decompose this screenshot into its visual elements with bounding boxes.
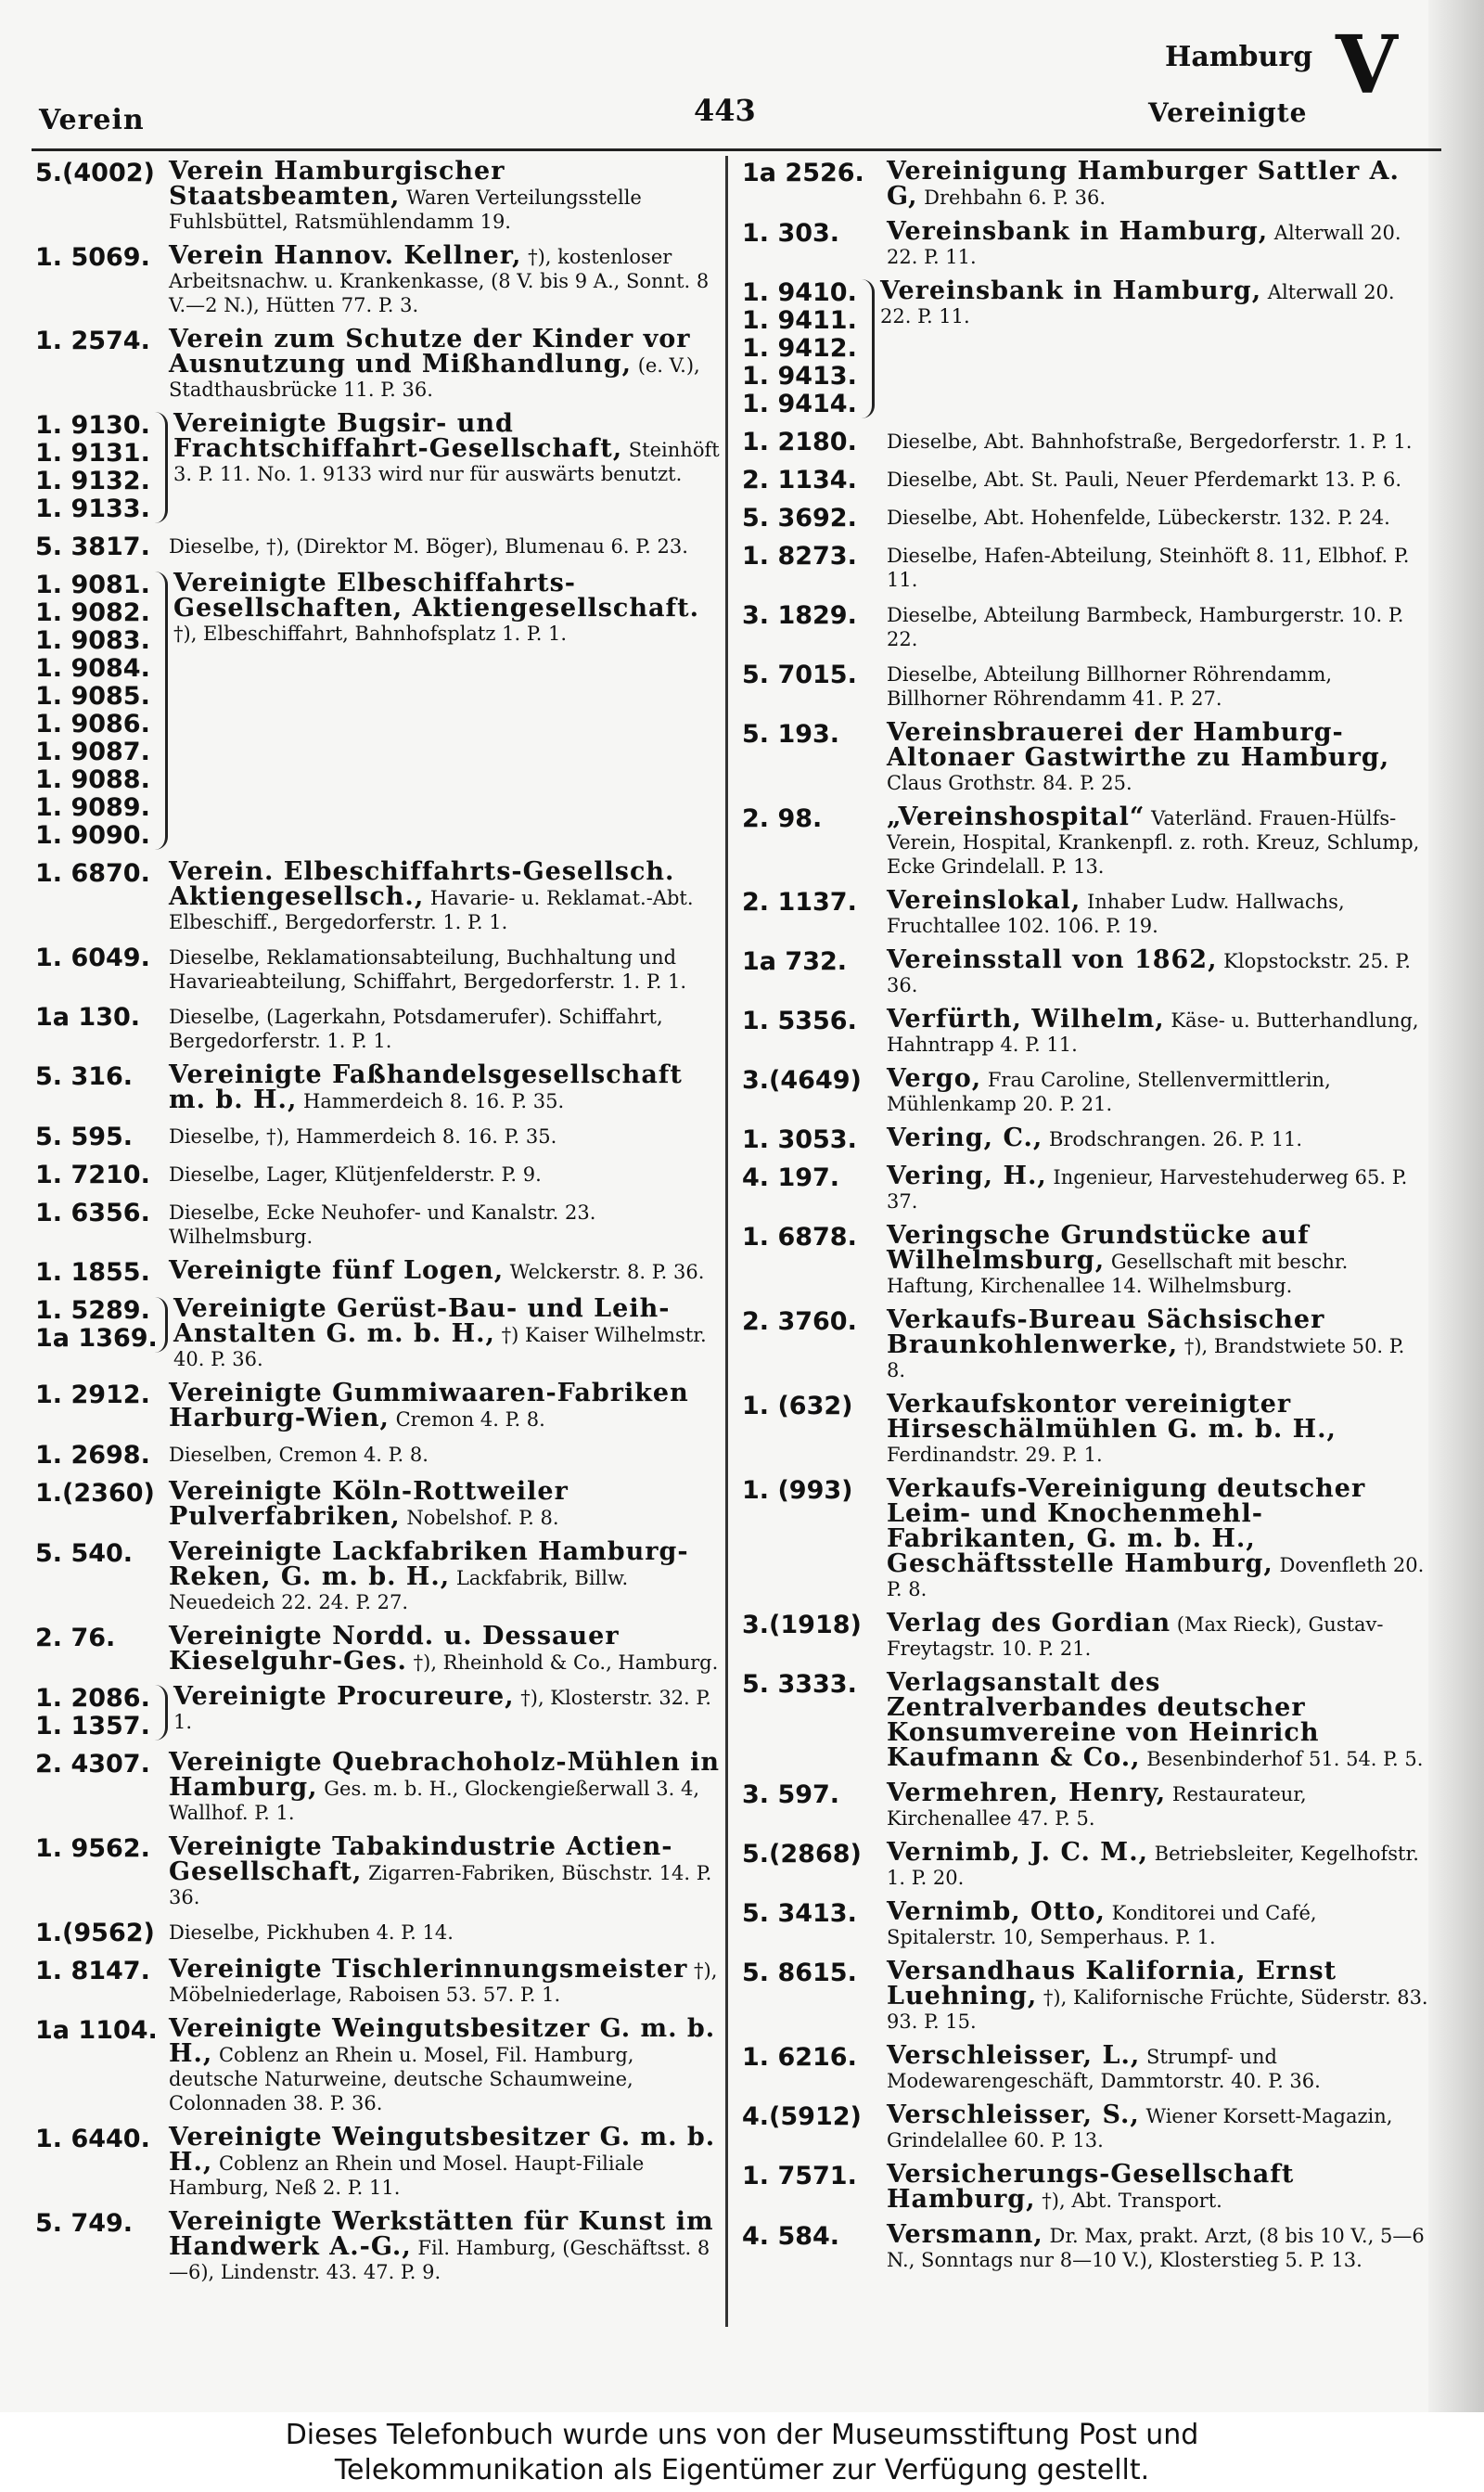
entry-name: Vereinigte Gummiwaaren-Fabriken Harburg-Wien, xyxy=(169,1379,689,1432)
entry-text xyxy=(169,157,722,234)
entry-details: Welckerstr. 8. P. 36. xyxy=(504,1261,705,1283)
entry-name: Vereinigte Quebrachoholz-Mühlen in Hamburg, xyxy=(169,1748,721,1802)
entry-details: Brodschrangen. 26. P. 11. xyxy=(1043,1128,1303,1150)
phone-number: 1. 2574. xyxy=(35,327,150,355)
entry-details: Coblenz an Rhein und Mosel. Haupt-Filiale Hamburg, Neß 2. P. 11. xyxy=(169,2152,645,2199)
directory-entry xyxy=(742,1221,1428,1298)
phone-number: 5. 595. xyxy=(35,1123,134,1151)
directory-entry xyxy=(35,1537,722,1614)
directory-entry xyxy=(35,1200,722,1249)
entry-details: Dieselbe, †), (Direktor M. Böger), Blumenau 6. P. 23. xyxy=(169,535,688,558)
entry-details: †), Elbeschiffahrt, Bahnhofsplatz 1. P. 1. xyxy=(173,623,568,645)
entry-details: Dieselbe, Lager, Klütjenfelderstr. P. 9. xyxy=(169,1163,542,1186)
phone-number: 1. 9081. 1. 9082. 1. 9083. 1. 9084. 1. 9085. 1. 9086. 1. 9087. 1. 9088. 1. 9089. 1. 9090. xyxy=(35,572,168,850)
entry-details: Alterwall 20. 22. P. 11. xyxy=(880,281,1395,328)
entry-text xyxy=(887,2220,1428,2272)
directory-entry xyxy=(35,1920,722,1947)
phone-number: 1. 6878. xyxy=(742,1223,857,1252)
entry-text xyxy=(887,1221,1428,1298)
phone-number: 1. 2912. xyxy=(35,1381,150,1409)
entry-details: †), kostenloser Arbeitsnachw. u. Krankenkasse, (8 V. bis 9 A., Sonnt. 8 V.—2 N.), Hütten 77. P. 3. xyxy=(169,246,710,316)
entry-name: „Vereinshospital“ xyxy=(887,803,1145,831)
entry-text xyxy=(887,718,1428,795)
page-number: 443 xyxy=(694,93,756,128)
entry-name: Vereinigte Bugsir- und Frachtschiffahrt-Gesellschaft, xyxy=(173,409,623,463)
directory-entry xyxy=(35,2123,722,2200)
entry-name: Versmann, xyxy=(887,2220,1043,2249)
entry-details: Gesellschaft mit beschr. Haftung, Kirchenallee 14. Wilhelmsburg. xyxy=(887,1251,1349,1297)
phone-number: 1. 9410. 1. 9411. 1. 9412. 1. 9413. 1. 9414. xyxy=(742,279,875,418)
entry-name: Vereinigte Tischlerinnungsmeister xyxy=(169,1955,688,1984)
phone-number: 1. 7210. xyxy=(35,1161,150,1189)
entry-text xyxy=(169,857,722,934)
entry-text xyxy=(887,429,1428,454)
phone-number: 1.(9562) xyxy=(35,1919,155,1947)
entry-details: Restaurateur, Kirchenallee 47. P. 5. xyxy=(887,1783,1307,1830)
directory-entry xyxy=(742,543,1428,592)
phone-number: 4.(5912) xyxy=(742,2102,862,2131)
entry-text xyxy=(173,569,722,646)
directory-entry xyxy=(742,1164,1428,1214)
page-edge-shadow xyxy=(1428,0,1484,2412)
directory-entry xyxy=(742,805,1428,879)
phone-number: 1. 5069. xyxy=(35,243,150,272)
phone-number: 5.(2868) xyxy=(742,1840,862,1869)
directory-entry xyxy=(742,1781,1428,1830)
phone-number: 5. 749. xyxy=(35,2209,134,2238)
entry-text xyxy=(887,1897,1428,1949)
entry-details: Dieselbe, Abt. St. Pauli, Neuer Pferdemarkt 13. P. 6. xyxy=(887,469,1402,491)
entry-details: Strumpf- und Modewarengeschäft, Dammtorstr. 40. P. 36. xyxy=(887,2046,1321,2092)
entry-details: Dieselbe, Abt. Hohenfelde, Lübeckerstr. 132. P. 24. xyxy=(887,507,1390,529)
directory-entry xyxy=(742,2100,1428,2152)
header-rule xyxy=(32,148,1441,151)
entry-name: Vereinigte Procureure, xyxy=(173,1682,515,1711)
entry-name: Vereinsbank in Hamburg, xyxy=(880,276,1262,305)
entry-name: Verein Hannov. Kellner, xyxy=(169,241,522,270)
entry-details: Dr. Max, prakt. Arzt, (8 bis 10 V., 5—6 N., Sonntags nur 8—10 V.), Klosterstieg 5. P. 13. xyxy=(887,2225,1425,2271)
phone-number: 1a 732. xyxy=(742,947,848,976)
directory-entry xyxy=(35,1442,722,1470)
directory-entry xyxy=(742,505,1428,533)
phone-number: 1. 9562. xyxy=(35,1834,150,1863)
entry-details: Fil. Hamburg, (Geschäftsst. 8—6), Lindenstr. 43. 47. P. 9. xyxy=(169,2237,710,2283)
directory-entry xyxy=(742,1005,1428,1057)
entry-details: Dieselbe, Reklamationsabteilung, Buchhaltung und Havarieabteilung, Schiffahrt, Bergedorferstr. 1. P. 1. xyxy=(169,946,687,993)
entry-name: Vereinigte Faßhandelsgesellschaft m. b. H., xyxy=(169,1060,683,1114)
entry-details: Dieselbe, Abt. Bahnhofstraße, Bergedorferstr. 1. P. 1. xyxy=(887,430,1413,453)
entry-text xyxy=(887,217,1428,269)
entry-name: Versandhaus Kalifornia, Ernst Luehning, xyxy=(887,1957,1337,2010)
entry-text xyxy=(169,1442,722,1467)
directory-entry xyxy=(742,602,1428,651)
entry-details: Dieselbe, (Lagerkahn, Potsdamerufer). Schiffahrt, Bergedorferstr. 1. P. 1. xyxy=(169,1006,663,1052)
entry-text xyxy=(887,157,1428,211)
directory-entry xyxy=(742,945,1428,997)
phone-number: 1. 6356. xyxy=(35,1199,150,1227)
directory-entry xyxy=(35,857,722,934)
entry-name: Vereinigte Gerüst-Bau- und Leih-Anstalten G. m. b. H., xyxy=(173,1294,671,1348)
entry-text xyxy=(169,2207,722,2284)
entry-text xyxy=(887,1959,1428,2034)
entry-details: †), Klosterstr. 32. P. 1. xyxy=(173,1687,711,1733)
entry-details: Konditorei und Café, Spitalerstr. 10, Semperhaus. P. 1. xyxy=(887,1902,1317,1948)
entry-name: Vering, H., xyxy=(887,1162,1047,1190)
entry-name: Verfürth, Wilhelm, xyxy=(887,1005,1165,1034)
entry-text xyxy=(880,276,1428,328)
entry-details: Dovenfleth 20. P. 8. xyxy=(887,1554,1425,1600)
phone-number: 5. 3692. xyxy=(742,504,857,533)
directory-entry xyxy=(35,944,722,994)
phone-number: 4. 197. xyxy=(742,1163,840,1192)
entry-details: †) Kaiser Wilhelmstr. 40. P. 36. xyxy=(173,1324,707,1370)
entry-text xyxy=(887,1390,1428,1467)
phone-number: 3. 597. xyxy=(742,1780,840,1809)
entry-text xyxy=(173,1682,722,1734)
phone-number: 5. 316. xyxy=(35,1062,134,1091)
phone-number: 1. 2698. xyxy=(35,1441,150,1470)
entry-name: Vereinigte Lackfabriken Hamburg-Reken, G. m. b. H., xyxy=(169,1537,689,1591)
entry-details: Frau Caroline, Stellenvermittlerin, Mühlenkamp 20. P. 21. xyxy=(887,1069,1331,1115)
entry-details: (e. V.), Stadthausbrücke 11. P. 36. xyxy=(169,354,700,401)
entry-name: Vereinsbank in Hamburg, xyxy=(887,217,1269,246)
entry-name: Vereinslokal, xyxy=(887,886,1081,915)
directory-entry xyxy=(35,157,722,234)
entry-details: Klopstockstr. 25. P. 36. xyxy=(887,950,1411,996)
footer-notice xyxy=(0,2412,1484,2492)
entry-text xyxy=(887,467,1428,492)
directory-entry xyxy=(35,1477,722,1531)
entry-name: Verkaufs-Vereinigung deutscher Leim- und Knochenmehl-Fabrikanten, G. m. b. H., Geschäftsstelle Hamburg, xyxy=(887,1474,1366,1578)
entry-text xyxy=(169,1920,722,1945)
directory-entry xyxy=(742,1609,1428,1661)
phone-number: 5. 3817. xyxy=(35,533,150,561)
entry-text xyxy=(169,1381,722,1432)
entry-text xyxy=(887,1164,1428,1214)
phone-number: 1a 1104. xyxy=(35,2016,158,2045)
entry-text xyxy=(169,1200,722,1249)
entry-details: Drehbahn 6. P. 36. xyxy=(917,186,1107,209)
phone-number: 1. 8147. xyxy=(35,1957,150,1985)
entry-details: Steinhöft 3. P. 11. No. 1. 9133 wird nur für auswärts benutzt. xyxy=(173,439,720,485)
entry-details: Besenbinderhof 51. 54. P. 5. xyxy=(1140,1748,1424,1770)
entry-text xyxy=(887,1668,1428,1772)
phone-number: 1. (632) xyxy=(742,1392,853,1420)
entry-text xyxy=(887,2160,1428,2214)
directory-entry xyxy=(35,1381,722,1432)
directory-entry xyxy=(35,1294,722,1371)
entry-text xyxy=(169,1622,722,1676)
directory-entry xyxy=(35,1124,722,1151)
directory-entry xyxy=(35,1162,722,1189)
entry-name: Vereinsbrauerei der Hamburg-Altonaer Gastwirthe zu Hamburg, xyxy=(887,718,1390,772)
entry-name: Veringsche Grundstücke auf Wilhelmsburg, xyxy=(887,1221,1310,1275)
entry-text xyxy=(173,409,722,486)
directory-entry xyxy=(742,886,1428,938)
entry-details: Dieselbe, Abteilung Billhorner Röhrendamm, Billhorner Röhrendamm 41. P. 27. xyxy=(887,663,1333,710)
entry-text xyxy=(887,886,1428,938)
directory-entry xyxy=(742,217,1428,269)
entry-text xyxy=(169,2123,722,2200)
column-divider xyxy=(725,156,728,2327)
entry-name: Verkaufskontor vereinigter Hirseschälmühlen G. m. b. H., xyxy=(887,1390,1337,1444)
entry-name: Verschleisser, S., xyxy=(887,2100,1140,2129)
entry-text xyxy=(887,1305,1428,1382)
entry-text xyxy=(887,1126,1428,1151)
phone-number: 5. 8615. xyxy=(742,1959,857,1987)
phone-number: 2. 76. xyxy=(35,1624,116,1652)
entry-text xyxy=(169,1060,722,1114)
entry-text xyxy=(169,1832,722,1909)
entry-details: Ferdinandstr. 29. P. 1. xyxy=(887,1444,1103,1466)
directory-entry xyxy=(742,467,1428,495)
entry-text xyxy=(169,241,722,317)
directory-entry xyxy=(742,157,1428,211)
entry-text xyxy=(169,1537,722,1614)
entry-text xyxy=(887,805,1428,879)
phone-number: 5. 540. xyxy=(35,1539,134,1568)
directory-entry xyxy=(35,2207,722,2284)
entry-name: Verein. Elbeschiffahrts-Gesellsch. Aktiengesellsch., xyxy=(169,857,675,911)
entry-text xyxy=(887,1005,1428,1057)
entry-details: Vaterländ. Frauen-Hülfs-Verein, Hospital, Krankenpfl. z. roth. Kreuz, Schlump, Ecke Grindelall. P. 13. xyxy=(887,807,1420,878)
entry-details: Käse- u. Butterhandlung, Hahntrapp 4. P. 11. xyxy=(887,1009,1419,1056)
entry-text xyxy=(887,1064,1428,1116)
phone-number: 2. 3760. xyxy=(742,1307,857,1336)
entry-text xyxy=(169,1124,722,1149)
entry-details: Inhaber Ludw. Hallwachs, Fruchtallee 102. 106. P. 19. xyxy=(887,891,1345,937)
phone-number: 5.(4002) xyxy=(35,159,155,187)
phone-number: 3.(4649) xyxy=(742,1066,862,1095)
directory-entry xyxy=(35,1955,722,2007)
entry-name: Vereinigte Nordd. u. Dessauer Kieselguhr-Ges. xyxy=(169,1622,620,1676)
entry-name: Vereinigte Köln-Rottweiler Pulverfabriken, xyxy=(169,1477,569,1531)
entry-details: Betriebsleiter, Kegelhofstr. 1. P. 20. xyxy=(887,1843,1419,1889)
phone-number: 1. 2086. 1. 1357. xyxy=(35,1685,168,1741)
entry-details: Zigarren-Fabriken, Büschstr. 14. P. 36. xyxy=(169,1862,712,1908)
directory-entry xyxy=(742,662,1428,711)
entry-details: Cremon 4. P. 8. xyxy=(389,1408,545,1431)
directory-entry xyxy=(35,1004,722,1053)
phone-number: 1. 303. xyxy=(742,219,840,248)
entry-text xyxy=(887,2041,1428,2093)
directory-entry xyxy=(35,1622,722,1676)
entry-name: Verlagsanstalt des Zentralverbandes deutscher Konsumvereine von Heinrich Kaufmann & Co., xyxy=(887,1668,1320,1772)
entry-details: Dieselben, Cremon 4. P. 8. xyxy=(169,1444,429,1466)
entry-name: Vereinigte fünf Logen, xyxy=(169,1256,505,1285)
footer-line-1: Dieses Telefonbuch wurde uns von der Museumsstiftung Post und xyxy=(285,2419,1199,2451)
entry-details: Dieselbe, Ecke Neuhofer- und Kanalstr. 23. Wilhelmsburg. xyxy=(169,1201,596,1248)
phone-number: 2. 98. xyxy=(742,804,823,833)
entry-name: Vergo, xyxy=(887,1064,982,1093)
phone-number: 1. 1855. xyxy=(35,1258,150,1287)
phone-number: 5. 7015. xyxy=(742,661,857,689)
entry-text xyxy=(887,602,1428,651)
entry-details: Dieselbe, Hafen-Abteilung, Steinhöft 8. 11, Elbhof. P. 11. xyxy=(887,545,1410,591)
entry-text xyxy=(887,1781,1428,1830)
entry-name: Vereinigte Weingutsbesitzer G. m. b. H., xyxy=(169,2123,716,2177)
directory-entry xyxy=(35,1060,722,1114)
directory-entry xyxy=(742,429,1428,456)
phone-number: 1. 5289. 1a 1369. xyxy=(35,1297,168,1353)
entry-name: Vereinsstall von 1862, xyxy=(887,945,1218,974)
entry-name: Vereinigung Hamburger Sattler A. G, xyxy=(887,157,1400,211)
entry-details: Dieselbe, †), Hammerdeich 8. 16. P. 35. xyxy=(169,1125,557,1148)
entry-text xyxy=(887,543,1428,592)
directory-entry xyxy=(742,1897,1428,1949)
entry-text xyxy=(887,2100,1428,2152)
entry-details: Dieselbe, Abteilung Barmbeck, Hamburgerstr. 10. P. 22. xyxy=(887,604,1404,650)
directory-entry xyxy=(35,409,722,523)
header-right-keyword: Vereinigte xyxy=(1148,97,1308,128)
entry-text xyxy=(169,1256,722,1285)
entry-details: (Max Rieck), Gustav-Freytagstr. 10. P. 21. xyxy=(887,1613,1384,1660)
phone-number: 1. 6870. xyxy=(35,859,150,888)
entry-name: Vernimb, Otto, xyxy=(887,1897,1106,1926)
directory-entry xyxy=(35,2014,722,2115)
phone-number: 1. 8273. xyxy=(742,542,857,571)
directory-entry xyxy=(742,2220,1428,2272)
entry-text xyxy=(887,1609,1428,1661)
header-left-keyword: Verein xyxy=(39,104,145,136)
entry-name: Vereinigte Elbeschiffahrts-Gesellschaften, Aktiengesellschaft. xyxy=(173,569,699,623)
entry-details: Claus Grothstr. 84. P. 25. xyxy=(887,772,1132,794)
entry-details: Wiener Korsett-Magazin, Grindelallee 60. P. 13. xyxy=(887,2105,1393,2152)
phone-number: 1. 6216. xyxy=(742,2043,857,2072)
entry-text xyxy=(169,1162,722,1187)
entry-name: Vering, C., xyxy=(887,1124,1043,1152)
directory-entry xyxy=(742,2160,1428,2214)
phone-number: 1a 2526. xyxy=(742,159,864,187)
phone-number: 1. 2180. xyxy=(742,428,857,456)
directory-entry xyxy=(742,1126,1428,1154)
entry-name: Vereinigte Tabakindustrie Actien-Gesellschaft, xyxy=(169,1832,673,1886)
directory-entry xyxy=(742,718,1428,795)
entry-text xyxy=(169,1955,722,2007)
directory-entry xyxy=(35,569,722,850)
entry-text xyxy=(169,2014,722,2115)
phone-number: 3. 1829. xyxy=(742,601,857,630)
entry-name: Verkaufs-Bureau Sächsischer Braunkohlenwerke, xyxy=(887,1305,1325,1359)
entry-name: Vermehren, Henry, xyxy=(887,1779,1167,1807)
directory-entry xyxy=(35,1748,722,1825)
header-city: Hamburg xyxy=(1165,41,1313,73)
phone-number: 1. 5356. xyxy=(742,1007,857,1035)
directory-entry xyxy=(35,325,722,402)
entry-name: Vereinigte Werkstätten für Kunst im Handwerk A.-G., xyxy=(169,2207,714,2261)
entry-details: Coblenz an Rhein u. Mosel, Fil. Hamburg, deutsche Naturweine, deutsche Schaumweine, Colonnaden 38. P. 36. xyxy=(169,2044,634,2114)
phone-number: 1. 6049. xyxy=(35,944,150,972)
phone-number: 4. 584. xyxy=(742,2222,840,2251)
entry-text xyxy=(887,1474,1428,1601)
directory-entry xyxy=(35,241,722,317)
directory-entry xyxy=(35,533,722,561)
entry-text xyxy=(169,1748,722,1825)
phone-number: 2. 4307. xyxy=(35,1750,150,1779)
phone-number: 5. 3413. xyxy=(742,1899,857,1928)
entry-text xyxy=(169,1004,722,1053)
entry-details: Hammerdeich 8. 16. P. 35. xyxy=(297,1090,565,1112)
entry-text xyxy=(169,1477,722,1531)
directory-entry xyxy=(742,1838,1428,1890)
entry-text xyxy=(887,505,1428,530)
footer-line-2: Telekommunikation als Eigentümer zur Verfügung gestellt. xyxy=(334,2454,1150,2486)
entry-text xyxy=(887,662,1428,711)
directory-entry xyxy=(35,1832,722,1909)
entry-name: Verschleisser, L., xyxy=(887,2041,1141,2070)
entry-details: †), Rheinhold & Co., Hamburg. xyxy=(406,1651,719,1674)
directory-entry xyxy=(742,1959,1428,2034)
phone-number: 2. 1134. xyxy=(742,466,857,495)
directory-entry xyxy=(742,1064,1428,1116)
phone-number: 3.(1918) xyxy=(742,1611,862,1639)
phone-number: 1a 130. xyxy=(35,1003,141,1032)
entry-name: Vereinigte Weingutsbesitzer G. m. b. H., xyxy=(169,2014,716,2068)
entry-details: Ingenieur, Harvestehuderweg 65. P. 37. xyxy=(887,1166,1408,1213)
right-column xyxy=(742,157,1428,2282)
phone-number: 1.(2360) xyxy=(35,1479,155,1508)
entry-details: Alterwall 20. 22. P. 11. xyxy=(887,222,1401,268)
entry-details: Lackfabrik, Billw. Neuedeich 22. 24. P. 27. xyxy=(169,1567,629,1613)
directory-entry xyxy=(35,1256,722,1287)
entry-details: Ges. m. b. H., Glockengießerwall 3. 4, Wallhof. P. 1. xyxy=(169,1778,700,1824)
entry-details: Havarie- u. Reklamat.-Abt. Elbeschiff., Bergedorferstr. 1. P. 1. xyxy=(169,887,694,933)
directory-entry xyxy=(742,2041,1428,2093)
phone-number: 1. (993) xyxy=(742,1476,853,1505)
entry-name: Verein zum Schutze der Kinder vor Ausnutzung und Mißhandlung, xyxy=(169,325,691,379)
phone-number: 1. 6440. xyxy=(35,2125,150,2153)
phone-number: 2. 1137. xyxy=(742,888,857,917)
phone-number: 5. 193. xyxy=(742,720,840,749)
directory-entry xyxy=(742,276,1428,418)
entry-text xyxy=(173,1294,722,1371)
directory-entry xyxy=(742,1668,1428,1772)
entry-text xyxy=(887,1838,1428,1890)
left-column xyxy=(35,157,722,2294)
phone-number: 1. 7571. xyxy=(742,2162,857,2190)
entry-details: †), Abt. Transport. xyxy=(1035,2190,1222,2212)
directory-entry xyxy=(742,1474,1428,1601)
entry-details: Dieselbe, Pickhuben 4. P. 14. xyxy=(169,1921,454,1944)
entry-details: †), Kalifornische Früchte, Süderstr. 83. 93. P. 15. xyxy=(887,1986,1428,2033)
entry-text xyxy=(169,944,722,994)
directory-entry xyxy=(742,1390,1428,1467)
entry-name: Verlag des Gordian xyxy=(887,1609,1171,1638)
entry-text xyxy=(887,945,1428,997)
entry-details: †), Möbelniederlage, Raboisen 53. 57. P. 1. xyxy=(169,1959,718,2006)
directory-entry xyxy=(35,1682,722,1741)
section-letter: V xyxy=(1336,19,1398,112)
entry-details: †), Brandstwiete 50. P. 8. xyxy=(887,1335,1405,1381)
entry-text xyxy=(169,325,722,402)
entry-name: Vernimb, J. C. M., xyxy=(887,1838,1148,1867)
phone-number: 5. 3333. xyxy=(742,1670,857,1699)
entry-text xyxy=(169,533,722,559)
entry-name: Verein Hamburgischer Staatsbeamten, xyxy=(169,157,505,211)
phone-number: 1. 3053. xyxy=(742,1125,857,1154)
entry-details: Nobelshof. P. 8. xyxy=(400,1507,559,1529)
entry-name: Versicherungs-Gesellschaft Hamburg, xyxy=(887,2160,1295,2214)
entry-details: Waren Verteilungsstelle Fuhlsbüttel, Ratsmühlendamm 19. xyxy=(169,186,642,233)
directory-entry xyxy=(742,1305,1428,1382)
phone-number: 1. 9130. 1. 9131. 1. 9132. 1. 9133. xyxy=(35,412,168,523)
